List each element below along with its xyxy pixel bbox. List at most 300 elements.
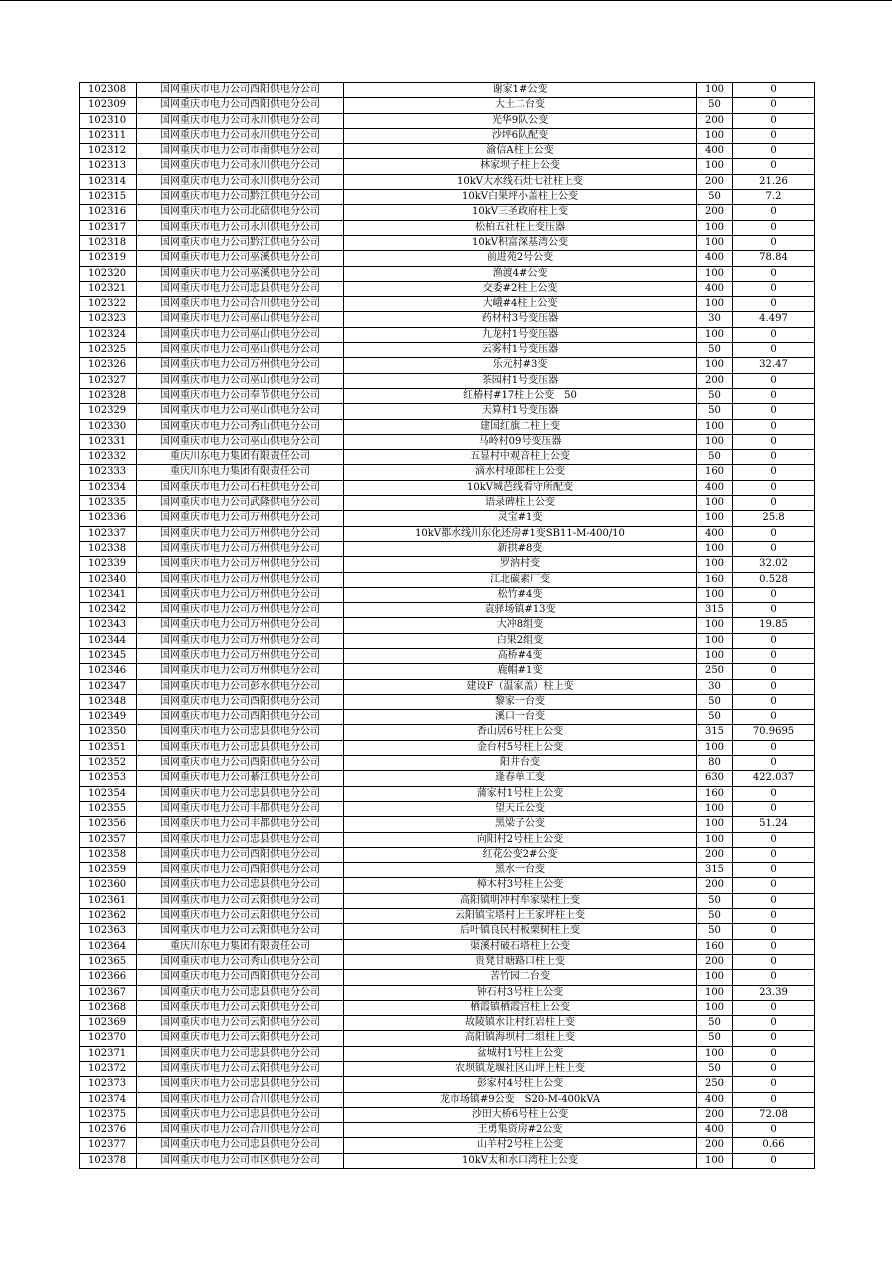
id-cell: 102378 [80,1153,137,1168]
table-row [80,496,815,511]
id-cell: 102308 [80,83,137,98]
id-cell: 102334 [80,480,137,495]
id-cell: 102320 [80,266,137,281]
table-row [80,1046,815,1061]
capacity-cell: 100 [697,511,733,526]
table-row [80,725,815,740]
table-row [80,1016,815,1031]
id-cell: 102337 [80,526,137,541]
transformer-name-cell: 高阳镇明冲村牟家梁柱上变 [344,893,697,908]
company-cell: 国网重庆市电力公司永川供电分公司 [137,128,344,143]
capacity-cell: 50 [697,924,733,939]
company-cell: 国网重庆市电力公司永川供电分公司 [137,113,344,128]
table-row [80,801,815,816]
capacity-cell: 30 [697,312,733,327]
value-cell: 0 [733,954,815,969]
capacity-cell: 200 [697,174,733,189]
id-cell: 102330 [80,419,137,434]
capacity-cell: 100 [697,633,733,648]
table-row [80,419,815,434]
transformer-name-cell: 山羊村2号柱上公变 [344,1138,697,1153]
transformer-name-cell: 九龙村1号变压器 [344,327,697,342]
company-cell: 国网重庆市电力公司忠县供电分公司 [137,878,344,893]
value-cell: 0 [733,266,815,281]
table-row [80,740,815,755]
capacity-cell: 400 [697,480,733,495]
value-cell: 0 [733,419,815,434]
company-cell: 国网重庆市电力公司綦江供电分公司 [137,771,344,786]
id-cell: 102315 [80,190,137,205]
capacity-cell: 100 [697,1000,733,1015]
id-cell: 102342 [80,603,137,618]
capacity-cell: 50 [697,404,733,419]
table-row [80,450,815,465]
id-cell: 102367 [80,985,137,1000]
transformer-name-cell: 茶园村1号变压器 [344,373,697,388]
id-cell: 102373 [80,1077,137,1092]
table-row [80,404,815,419]
transformer-name-cell: 大峨#4柱上公变 [344,297,697,312]
company-cell: 国网重庆市电力公司万州供电分公司 [137,664,344,679]
transformer-table [79,82,815,1169]
value-cell: 25.8 [733,511,815,526]
capacity-cell: 200 [697,113,733,128]
value-cell: 0 [733,465,815,480]
company-cell: 国网重庆市电力公司万州供电分公司 [137,511,344,526]
company-cell: 重庆川东电力集团有限责任公司 [137,450,344,465]
capacity-cell: 630 [697,771,733,786]
table-row [80,648,815,663]
value-cell: 70.9695 [733,725,815,740]
transformer-name-cell: 农坝镇龙堰社区山坪上柱上变 [344,1062,697,1077]
company-cell: 国网重庆市电力公司黔江供电分公司 [137,190,344,205]
table-row [80,847,815,862]
value-cell: 0 [733,603,815,618]
id-cell: 102310 [80,113,137,128]
company-cell: 国网重庆市电力公司酉阳供电分公司 [137,970,344,985]
id-cell: 102350 [80,725,137,740]
transformer-name-cell: 沙坪6队配变 [344,128,697,143]
company-cell: 国网重庆市电力公司万州供电分公司 [137,541,344,556]
table-row [80,174,815,189]
transformer-name-cell: 松柏五社柱上变压器 [344,220,697,235]
capacity-cell: 100 [697,648,733,663]
id-cell: 102338 [80,541,137,556]
id-cell: 102352 [80,756,137,771]
transformer-name-cell: 罗汭村变 [344,557,697,572]
capacity-cell: 100 [697,1046,733,1061]
value-cell: 0 [733,924,815,939]
id-cell: 102335 [80,496,137,511]
value-cell: 0 [733,128,815,143]
value-cell: 0 [733,205,815,220]
id-cell: 102365 [80,954,137,969]
table-row [80,572,815,587]
capacity-cell: 400 [697,281,733,296]
id-cell: 102312 [80,144,137,159]
value-cell: 0.66 [733,1138,815,1153]
id-cell: 102362 [80,909,137,924]
value-cell: 32.02 [733,557,815,572]
company-cell: 国网重庆市电力公司武隆供电分公司 [137,496,344,511]
capacity-cell: 200 [697,205,733,220]
value-cell: 0 [733,1123,815,1138]
id-cell: 102321 [80,281,137,296]
value-cell: 0 [733,83,815,98]
transformer-name-cell: 药材村3号变压器 [344,312,697,327]
id-cell: 102355 [80,801,137,816]
value-cell: 0 [733,909,815,924]
value-cell: 0 [733,801,815,816]
capacity-cell: 100 [697,266,733,281]
value-cell: 0 [733,756,815,771]
company-cell: 国网重庆市电力公司忠县供电分公司 [137,1138,344,1153]
id-cell: 102314 [80,174,137,189]
transformer-name-cell: 盆城村1号柱上公变 [344,1046,697,1061]
transformer-name-cell: 大土二台变 [344,98,697,113]
table-row [80,388,815,403]
value-cell: 0 [733,98,815,113]
value-cell: 19.85 [733,618,815,633]
transformer-name-cell: 栖霞镇栖霞宫柱上公变 [344,1000,697,1015]
transformer-name-cell: 望天丘公变 [344,801,697,816]
capacity-cell: 100 [697,801,733,816]
id-cell: 102345 [80,648,137,663]
transformer-name-cell: 渔渡4#公变 [344,266,697,281]
transformer-name-cell: 后叶镇良民村板栗树柱上变 [344,924,697,939]
company-cell: 国网重庆市电力公司市区供电分公司 [137,1153,344,1168]
id-cell: 102361 [80,893,137,908]
transformer-name-cell: 龙市场镇#9公变 S20-M-400kVA [344,1092,697,1107]
id-cell: 102322 [80,297,137,312]
company-cell: 国网重庆市电力公司忠县供电分公司 [137,985,344,1000]
capacity-cell: 100 [697,159,733,174]
company-cell: 国网重庆市电力公司永川供电分公司 [137,159,344,174]
table-row [80,878,815,893]
table-body [80,83,815,1169]
transformer-name-cell: 白果2组变 [344,633,697,648]
company-cell: 国网重庆市电力公司巫山供电分公司 [137,327,344,342]
table-row [80,251,815,266]
capacity-cell: 100 [697,985,733,1000]
id-cell: 102363 [80,924,137,939]
capacity-cell: 50 [697,694,733,709]
table-row [80,541,815,556]
value-cell: 0 [733,1016,815,1031]
transformer-name-cell: 松竹#4变 [344,587,697,602]
capacity-cell: 200 [697,1138,733,1153]
value-cell: 422.037 [733,771,815,786]
company-cell: 国网重庆市电力公司万州供电分公司 [137,603,344,618]
table-row [80,159,815,174]
transformer-name-cell: 故陵镇水让村红岩柱上变 [344,1016,697,1031]
id-cell: 102318 [80,235,137,250]
transformer-name-cell: 王勇集资房#2公变 [344,1123,697,1138]
capacity-cell: 50 [697,1031,733,1046]
value-cell: 0 [733,297,815,312]
table-row [80,893,815,908]
company-cell: 国网重庆市电力公司酉阳供电分公司 [137,83,344,98]
company-cell: 国网重庆市电力公司万州供电分公司 [137,587,344,602]
transformer-name-cell: 10kV城芭线看守所配变 [344,480,697,495]
company-cell: 国网重庆市电力公司万州供电分公司 [137,557,344,572]
table-row [80,664,815,679]
table-row [80,1062,815,1077]
capacity-cell: 100 [697,740,733,755]
value-cell: 0 [733,1046,815,1061]
id-cell: 102333 [80,465,137,480]
capacity-cell: 50 [697,909,733,924]
id-cell: 102353 [80,771,137,786]
company-cell: 国网重庆市电力公司丰都供电分公司 [137,817,344,832]
id-cell: 102374 [80,1092,137,1107]
transformer-name-cell: 云雾村1号变压器 [344,343,697,358]
value-cell: 0 [733,740,815,755]
capacity-cell: 100 [697,1153,733,1168]
value-cell: 0 [733,863,815,878]
company-cell: 国网重庆市电力公司云阳供电分公司 [137,909,344,924]
capacity-cell: 200 [697,1107,733,1122]
company-cell: 国网重庆市电力公司秀山供电分公司 [137,954,344,969]
value-cell: 0 [733,893,815,908]
value-cell: 0 [733,450,815,465]
table-row [80,1153,815,1168]
capacity-cell: 50 [697,450,733,465]
capacity-cell: 200 [697,847,733,862]
value-cell: 0 [733,694,815,709]
transformer-name-cell: 大冲8组变 [344,618,697,633]
transformer-name-cell: 黎家一台变 [344,694,697,709]
transformer-name-cell: 云阳镇宝塔村上王家坪柱上变 [344,909,697,924]
table-row [80,1138,815,1153]
company-cell: 国网重庆市电力公司巫山供电分公司 [137,373,344,388]
capacity-cell: 160 [697,939,733,954]
table-row [80,618,815,633]
value-cell: 0 [733,664,815,679]
capacity-cell: 400 [697,144,733,159]
company-cell: 国网重庆市电力公司酉阳供电分公司 [137,98,344,113]
company-cell: 国网重庆市电力公司云阳供电分公司 [137,1062,344,1077]
capacity-cell: 50 [697,190,733,205]
table-row [80,557,815,572]
table-row [80,266,815,281]
table-row [80,1107,815,1122]
transformer-name-cell: 金台村5号柱上公变 [344,740,697,755]
value-cell: 0 [733,1092,815,1107]
value-cell: 0 [733,786,815,801]
transformer-name-cell: 新拱#8变 [344,541,697,556]
table-row [80,1031,815,1046]
id-cell: 102339 [80,557,137,572]
table-row [80,924,815,939]
value-cell: 32.47 [733,358,815,373]
table-row [80,511,815,526]
capacity-cell: 160 [697,572,733,587]
transformer-name-cell: 五显村中观音柱上公变 [344,450,697,465]
id-cell: 102370 [80,1031,137,1046]
table-row [80,633,815,648]
capacity-cell: 100 [697,128,733,143]
company-cell: 国网重庆市电力公司忠县供电分公司 [137,725,344,740]
id-cell: 102336 [80,511,137,526]
transformer-name-cell: 滴水村垭郎柱上公变 [344,465,697,480]
id-cell: 102364 [80,939,137,954]
company-cell: 国网重庆市电力公司永川供电分公司 [137,220,344,235]
company-cell: 国网重庆市电力公司万州供电分公司 [137,618,344,633]
company-cell: 国网重庆市电力公司巫山供电分公司 [137,404,344,419]
capacity-cell: 100 [697,587,733,602]
company-cell: 国网重庆市电力公司酉阳供电分公司 [137,710,344,725]
table-row [80,694,815,709]
table-row [80,480,815,495]
company-cell: 国网重庆市电力公司忠县供电分公司 [137,740,344,755]
company-cell: 国网重庆市电力公司巫山供电分公司 [137,434,344,449]
value-cell: 0.528 [733,572,815,587]
table-row [80,603,815,618]
company-cell: 国网重庆市电力公司合川供电分公司 [137,1123,344,1138]
id-cell: 102351 [80,740,137,755]
id-cell: 102348 [80,694,137,709]
company-cell: 国网重庆市电力公司忠县供电分公司 [137,786,344,801]
transformer-name-cell: 10kV太和水口湾柱上公变 [344,1153,697,1168]
company-cell: 国网重庆市电力公司云阳供电分公司 [137,924,344,939]
company-cell: 国网重庆市电力公司酉阳供电分公司 [137,694,344,709]
id-cell: 102332 [80,450,137,465]
table-row [80,909,815,924]
company-cell: 国网重庆市电力公司石柱供电分公司 [137,480,344,495]
value-cell: 0 [733,587,815,602]
capacity-cell: 160 [697,465,733,480]
table-row [80,1123,815,1138]
id-cell: 102347 [80,679,137,694]
company-cell: 国网重庆市电力公司秀山供电分公司 [137,419,344,434]
company-cell: 国网重庆市电力公司北碚供电分公司 [137,205,344,220]
table-row [80,113,815,128]
transformer-name-cell: 逢春单工变 [344,771,697,786]
id-cell: 102356 [80,817,137,832]
capacity-cell: 200 [697,373,733,388]
transformer-name-cell: 建设F（温家盖）柱上变 [344,679,697,694]
value-cell: 0 [733,1077,815,1092]
value-cell: 0 [733,633,815,648]
capacity-cell: 100 [697,220,733,235]
table-row [80,128,815,143]
id-cell: 102346 [80,664,137,679]
value-cell: 0 [733,1062,815,1077]
id-cell: 102377 [80,1138,137,1153]
id-cell: 102331 [80,434,137,449]
transformer-name-cell: 10kV三圣政府柱上变 [344,205,697,220]
transformer-name-cell: 乐元村#3变 [344,358,697,373]
id-cell: 102375 [80,1107,137,1122]
table-row [80,1092,815,1107]
table-row [80,863,815,878]
company-cell: 国网重庆市电力公司合川供电分公司 [137,1092,344,1107]
value-cell: 4.497 [733,312,815,327]
company-cell: 国网重庆市电力公司巫溪供电分公司 [137,251,344,266]
capacity-cell: 100 [697,419,733,434]
transformer-name-cell: 高桥#4变 [344,648,697,663]
table-row [80,190,815,205]
table-row [80,985,815,1000]
capacity-cell: 315 [697,725,733,740]
value-cell: 0 [733,679,815,694]
table-row [80,1077,815,1092]
table-row [80,465,815,480]
value-cell: 0 [733,1153,815,1168]
capacity-cell: 50 [697,1062,733,1077]
transformer-name-cell: 红椿村#17柱上公变 50 [344,388,697,403]
value-cell: 0 [733,220,815,235]
value-cell: 0 [733,480,815,495]
table-row [80,312,815,327]
capacity-cell: 200 [697,878,733,893]
id-cell: 102358 [80,847,137,862]
capacity-cell: 100 [697,327,733,342]
transformer-name-cell: 马岭村09号变压器 [344,434,697,449]
id-cell: 102329 [80,404,137,419]
transformer-name-cell: 建国红旗二柱上变 [344,419,697,434]
transformer-name-cell: 灵宝#1变 [344,511,697,526]
capacity-cell: 50 [697,98,733,113]
transformer-name-cell: 谢家1#公变 [344,83,697,98]
company-cell: 国网重庆市电力公司万州供电分公司 [137,572,344,587]
table-row [80,434,815,449]
company-cell: 国网重庆市电力公司忠县供电分公司 [137,1077,344,1092]
transformer-name-cell: 袁驿场镇#13变 [344,603,697,618]
company-cell: 国网重庆市电力公司云阳供电分公司 [137,893,344,908]
transformer-name-cell: 沙田大桥6号柱上公变 [344,1107,697,1122]
company-cell: 国网重庆市电力公司巫山供电分公司 [137,312,344,327]
company-cell: 国网重庆市电力公司丰都供电分公司 [137,801,344,816]
capacity-cell: 50 [697,388,733,403]
id-cell: 102328 [80,388,137,403]
transformer-name-cell: 林家坝子柱上公变 [344,159,697,174]
transformer-name-cell: 鹿帽#1变 [344,664,697,679]
id-cell: 102324 [80,327,137,342]
company-cell: 重庆川东电力集团有限责任公司 [137,465,344,480]
table-row [80,954,815,969]
capacity-cell: 100 [697,618,733,633]
value-cell: 0 [733,648,815,663]
company-cell: 国网重庆市电力公司奉节供电分公司 [137,388,344,403]
table-row [80,358,815,373]
id-cell: 102323 [80,312,137,327]
table-row [80,220,815,235]
id-cell: 102371 [80,1046,137,1061]
capacity-cell: 50 [697,710,733,725]
id-cell: 102354 [80,786,137,801]
value-cell: 72.08 [733,1107,815,1122]
capacity-cell: 315 [697,863,733,878]
transformer-name-cell: 阳井台变 [344,756,697,771]
table-row [80,281,815,296]
transformer-name-cell: 江北碳素厂变 [344,572,697,587]
company-cell: 国网重庆市电力公司忠县供电分公司 [137,1046,344,1061]
company-cell: 重庆川东电力集团有限责任公司 [137,939,344,954]
capacity-cell: 50 [697,893,733,908]
capacity-cell: 100 [697,235,733,250]
value-cell: 0 [733,404,815,419]
table-row [80,297,815,312]
table-row [80,679,815,694]
capacity-cell: 200 [697,954,733,969]
capacity-cell: 100 [697,817,733,832]
company-cell: 国网重庆市电力公司市南供电分公司 [137,144,344,159]
transformer-name-cell: 语录碑柱上公变 [344,496,697,511]
id-cell: 102366 [80,970,137,985]
table-row [80,970,815,985]
